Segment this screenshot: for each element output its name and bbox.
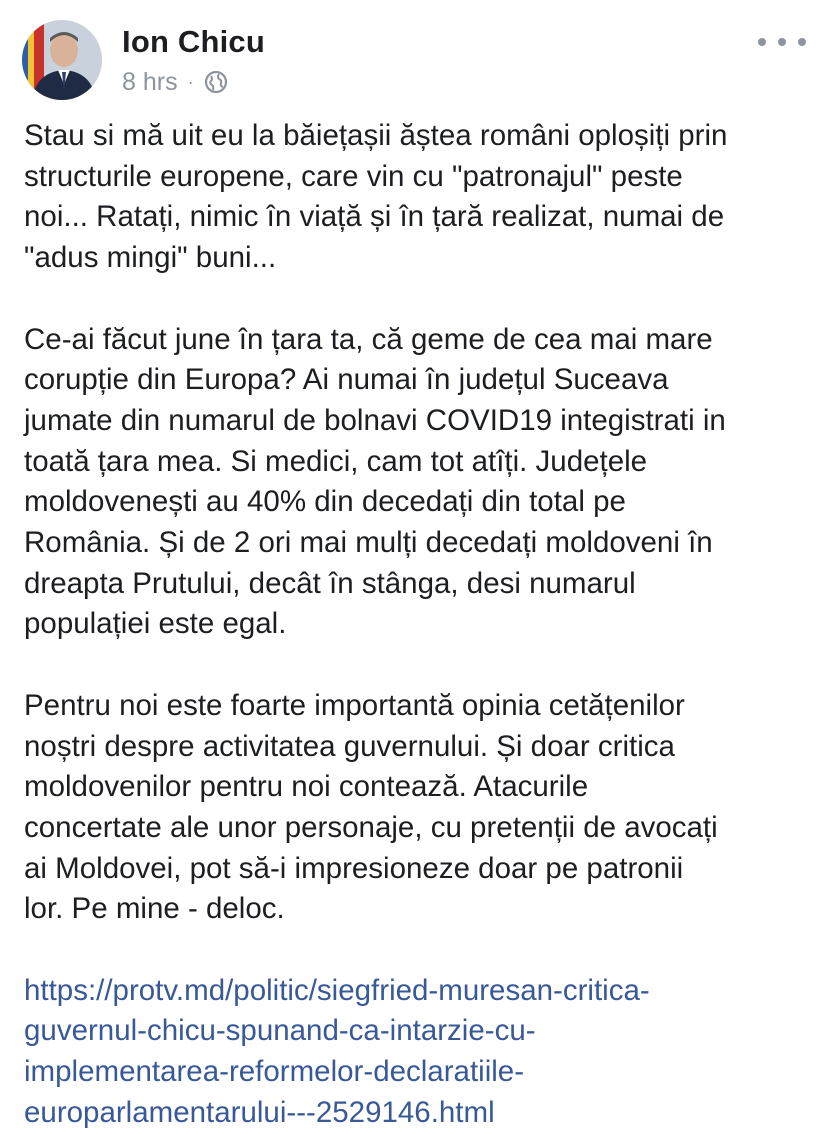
author-avatar[interactable] bbox=[22, 20, 102, 100]
more-dot-icon bbox=[758, 38, 766, 46]
post-meta bbox=[122, 66, 228, 98]
author-name[interactable]: Ion Chicu bbox=[122, 24, 266, 59]
globe-icon[interactable] bbox=[204, 70, 228, 94]
post-body bbox=[24, 116, 814, 1134]
profile-photo-icon bbox=[22, 20, 102, 100]
post-paragraph: Stau si mă uit eu la băiețașii ăștea români oploșiți prin structurile europene, care vin cu "patronajul" peste noi... Ratați, nimic în viață și în țară realizat, numai de "adus mingi" buni... bbox=[24, 119, 728, 275]
post-paragraph: Ce-ai făcut june în țara ta, că geme de cea mai mare corupție din Europa? Ai numai în județul Suceava jumate din numarul de bolnavi COVID19 integistrati in toată țara mea. Si medici, cam tot atîți. Județele moldovenești au 40% din decedați din total pe România. Și de 2 ori mai mulți decedați moldoveni în dreapta Prutului, decât în stânga, desi numarul populației este egal. bbox=[24, 322, 726, 641]
meta-separator: · bbox=[187, 71, 194, 92]
article-link[interactable]: https://protv.md/politic/siegfried-muresan-critica- guvernul-chicu-spunand-ca-intarzie-cu- implementarea-reformelor-declaratiile- europarlamentarului---2529146.html bbox=[24, 973, 650, 1129]
more-dot-icon bbox=[778, 38, 786, 46]
post-paragraph: Pentru noi este foarte importantă opinia cetățenilor noștri despre activitatea guvernului. Și doar critica moldovenilor pentru noi contează. Atacurile concertate ale unor personaje, cu pretenții de avocați ai Moldovei, pot să-i impresioneze doar pe patronii lor. Pe mine - deloc. bbox=[24, 688, 718, 926]
more-options-button[interactable] bbox=[758, 30, 806, 54]
post-header bbox=[22, 20, 812, 104]
more-dot-icon bbox=[798, 38, 806, 46]
post-time[interactable]: 8 hrs bbox=[122, 67, 178, 96]
